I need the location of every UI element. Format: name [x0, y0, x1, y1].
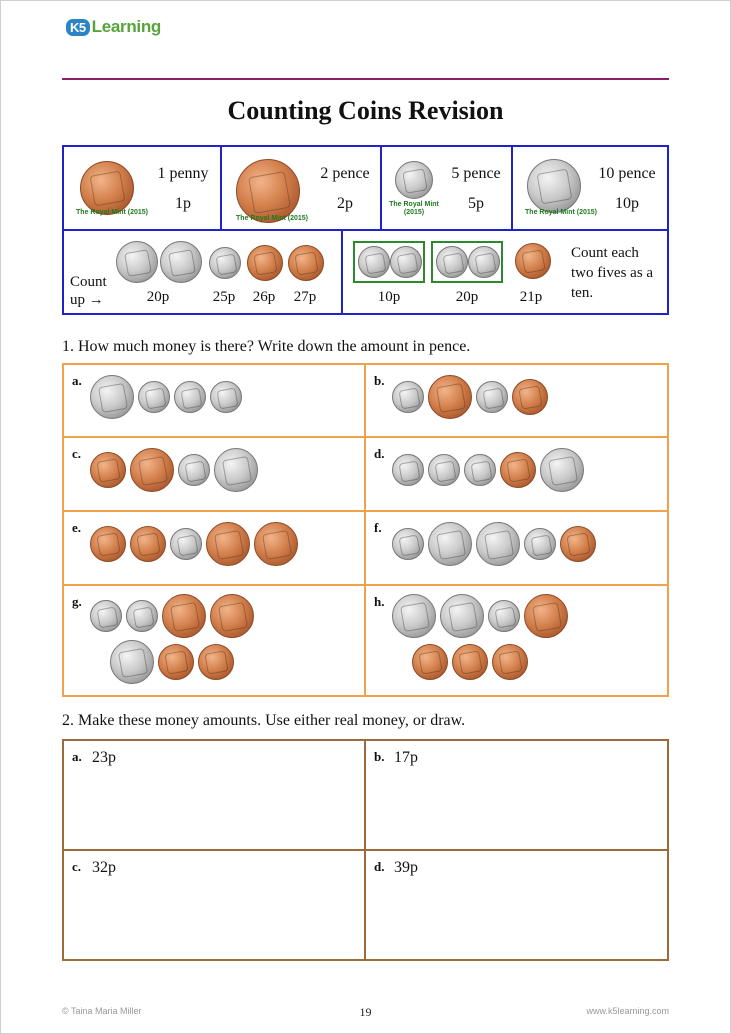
answer-box-d[interactable] — [366, 851, 667, 959]
item-letter: d. — [374, 859, 385, 874]
count-value: 20p — [146, 289, 170, 305]
ten-pence-coin-icon — [160, 241, 202, 283]
two-pence-coin-icon — [236, 159, 300, 223]
k5-learning-logo[interactable] — [66, 14, 161, 40]
penny-coin-icon — [492, 644, 528, 680]
target-amount: 17p — [394, 749, 418, 766]
ten-pence-coin-icon — [440, 594, 484, 638]
question-1-item[interactable] — [366, 586, 667, 695]
answer-box-b[interactable] — [366, 741, 667, 851]
penny-coin-icon — [560, 526, 596, 562]
two-pence-coin-icon — [524, 594, 568, 638]
five-pence-coin-icon — [174, 381, 206, 413]
item-letter: c. — [72, 859, 82, 874]
two-fives-box — [431, 241, 503, 283]
question-1-item[interactable] — [64, 438, 366, 512]
question-2-grid — [62, 739, 669, 961]
logo-learning: Learning — [91, 17, 162, 36]
two-pence-coin-icon — [254, 522, 298, 566]
penny-coin-icon — [90, 526, 126, 562]
reference-table — [62, 145, 669, 315]
five-pence-coin-icon — [428, 454, 460, 486]
two-pence-coin-icon — [428, 375, 472, 419]
penny-coin-icon — [452, 644, 488, 680]
item-letter: d. — [374, 446, 385, 461]
five-pence-coin-icon — [170, 528, 202, 560]
question-2-prompt: 2. Make these money amounts. Use either real money, or draw. — [62, 712, 466, 729]
count-fives-example — [343, 231, 667, 313]
target-amount: 32p — [92, 859, 116, 876]
five-pence-coin-icon — [488, 600, 520, 632]
two-pence-coin-icon — [130, 448, 174, 492]
question-1-item[interactable] — [366, 512, 667, 586]
five-pence-coin-icon — [392, 454, 424, 486]
coin-value: 1p — [175, 195, 191, 212]
fives-tip: Count each two fives as a ten. — [571, 245, 654, 301]
count-up-example — [64, 231, 343, 313]
two-pence-coin-icon — [206, 522, 250, 566]
item-letter: b. — [374, 373, 385, 388]
target-amount: 39p — [394, 859, 418, 876]
target-amount: 23p — [92, 749, 116, 766]
count-value: 21p — [519, 289, 543, 305]
penny-coin-icon — [515, 243, 551, 279]
ref-cell-2p — [222, 147, 382, 231]
five-pence-coin-icon — [138, 381, 170, 413]
penny-coin-icon — [412, 644, 448, 680]
question-1-item[interactable] — [366, 438, 667, 512]
ten-pence-coin-icon — [90, 375, 134, 419]
five-pence-coin-icon — [464, 454, 496, 486]
item-letter: f. — [374, 520, 382, 535]
ten-pence-coin-icon — [428, 522, 472, 566]
penny-coin-icon — [80, 161, 134, 215]
page-title: Counting Coins Revision — [227, 96, 504, 125]
mint-credit: The Royal Mint (2015) — [236, 215, 308, 222]
item-letter: a. — [72, 749, 82, 764]
item-letter: g. — [72, 594, 82, 609]
ten-pence-coin-icon — [476, 522, 520, 566]
mint-credit: The Royal Mint (2015) — [389, 201, 439, 216]
count-up-label: Count up → — [70, 274, 107, 308]
ten-pence-coin-icon — [392, 594, 436, 638]
penny-coin-icon — [198, 644, 234, 680]
item-letter: b. — [374, 749, 385, 764]
five-pence-coin-icon — [395, 161, 433, 199]
question-1-grid — [62, 363, 669, 697]
coin-name: 1 penny — [157, 165, 209, 182]
five-pence-coin-icon — [524, 528, 556, 560]
ten-pence-coin-icon — [527, 159, 581, 213]
penny-coin-icon — [500, 452, 536, 488]
answer-box-c[interactable] — [64, 851, 366, 959]
item-letter: c. — [72, 446, 82, 461]
coin-value: 5p — [468, 195, 484, 212]
count-value: 27p — [293, 289, 317, 305]
footer-site[interactable]: www.k5learning.com — [586, 1006, 669, 1016]
coin-name: 10 pence — [598, 165, 656, 182]
two-pence-coin-icon — [210, 594, 254, 638]
logo-k5: K5 — [66, 19, 90, 36]
five-pence-coin-icon — [210, 381, 242, 413]
count-value: 10p — [377, 289, 401, 305]
question-1-item[interactable] — [64, 365, 366, 438]
coin-value: 10p — [615, 195, 639, 212]
item-letter: e. — [72, 520, 82, 535]
five-pence-coin-icon — [358, 246, 390, 278]
coin-name: 2 pence — [320, 165, 370, 182]
penny-coin-icon — [512, 379, 548, 415]
two-pence-coin-icon — [162, 594, 206, 638]
answer-box-a[interactable] — [64, 741, 366, 851]
five-pence-coin-icon — [392, 381, 424, 413]
two-fives-box — [353, 241, 425, 283]
penny-coin-icon — [90, 452, 126, 488]
item-letter: a. — [72, 373, 82, 388]
count-value: 20p — [455, 289, 479, 305]
question-1-item[interactable] — [64, 512, 366, 586]
five-pence-coin-icon — [390, 246, 422, 278]
mint-credit: The Royal Mint (2015) — [76, 209, 148, 216]
five-pence-coin-icon — [126, 600, 158, 632]
mint-credit: The Royal Mint (2015) — [525, 209, 597, 216]
count-value: 26p — [252, 289, 276, 305]
penny-coin-icon — [288, 245, 324, 281]
item-letter: h. — [374, 594, 385, 609]
page-number: 19 — [359, 1005, 372, 1019]
five-pence-coin-icon — [476, 381, 508, 413]
ten-pence-coin-icon — [540, 448, 584, 492]
penny-coin-icon — [130, 526, 166, 562]
ten-pence-coin-icon — [214, 448, 258, 492]
question-1-item[interactable] — [366, 365, 667, 438]
question-1-item[interactable] — [64, 586, 366, 695]
header-rule — [62, 78, 669, 80]
five-pence-coin-icon — [392, 528, 424, 560]
coin-name: 5 pence — [451, 165, 501, 182]
coin-value: 2p — [337, 195, 353, 212]
ref-cell-5p — [382, 147, 513, 231]
five-pence-coin-icon — [178, 454, 210, 486]
penny-coin-icon — [247, 245, 283, 281]
penny-coin-icon — [158, 644, 194, 680]
five-pence-coin-icon — [436, 246, 468, 278]
ref-cell-1p — [64, 147, 222, 231]
five-pence-coin-icon — [468, 246, 500, 278]
question-1-prompt: 1. How much money is there? Write down the amount in pence. — [62, 338, 471, 355]
ten-pence-coin-icon — [116, 241, 158, 283]
count-value: 25p — [212, 289, 236, 305]
footer-author: © Taina Maria Miller — [62, 1006, 142, 1016]
ten-pence-coin-icon — [110, 640, 154, 684]
five-pence-coin-icon — [209, 247, 241, 279]
ref-cell-10p — [513, 147, 667, 231]
five-pence-coin-icon — [90, 600, 122, 632]
